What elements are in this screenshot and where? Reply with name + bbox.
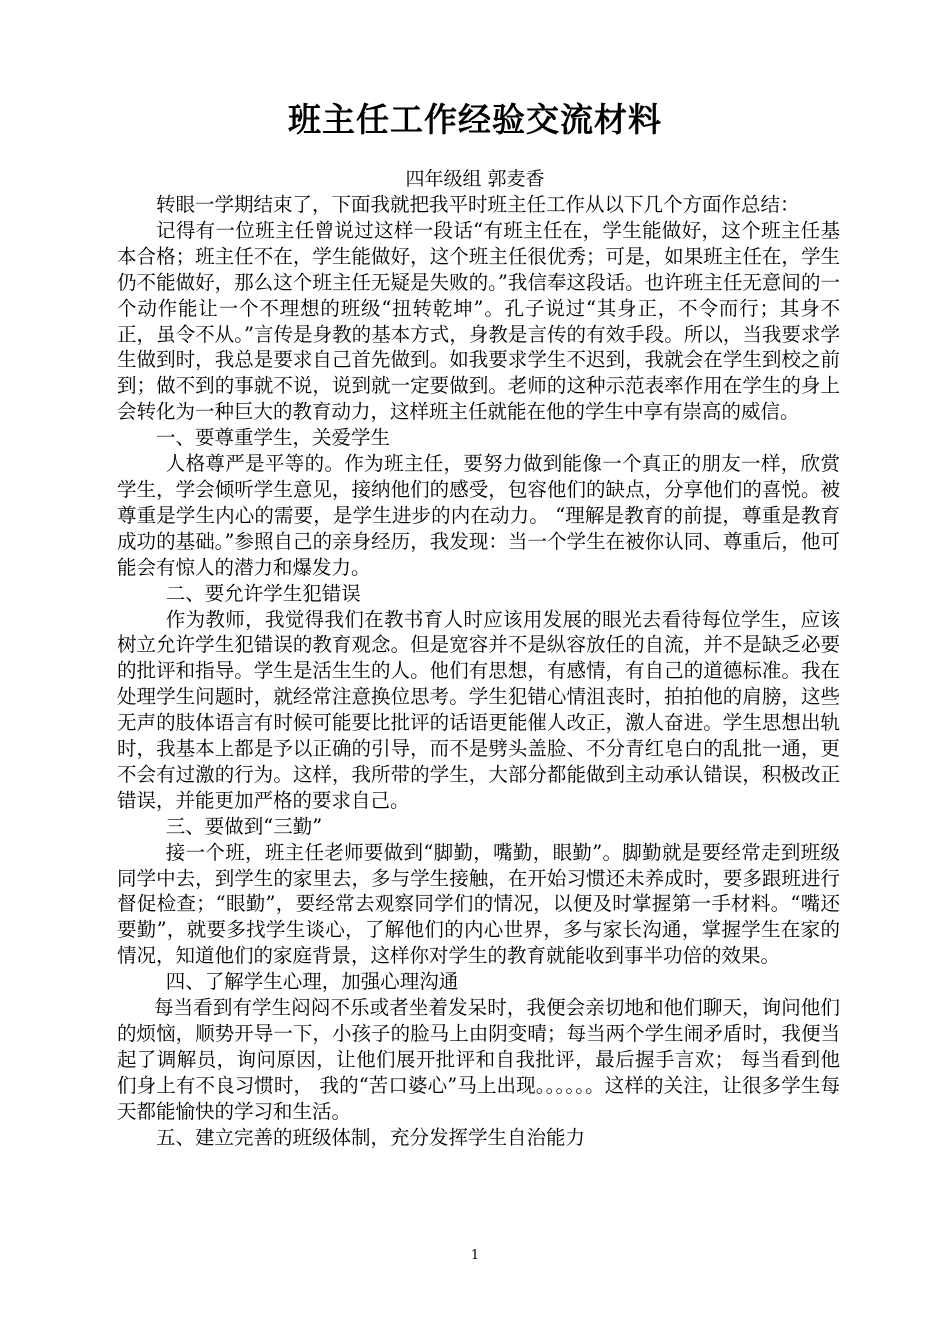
paragraph-three-diligences: 接一个班，班主任老师要做到“脚勤，嘴勤，眼勤”。脚勤就是要经常走到班级同学中去，到学生的家里去，多与学生接触，在开始习惯还未养成时，要多跟班进行督促检查；“眼勤”，要经常去观察同学们的情况，以便及时掌握第一手材料。“嘴还要勤”，就要多找学生谈心，了解他们的内心世界，多与家长沟通，掌握学生在家的情况，知道他们的家庭背景，这样你对学生的教育就能收到事半功倍的效果。 <box>117 840 840 968</box>
section-heading-5: 五、建立完善的班级体制，充分发挥学生自治能力 <box>156 1125 586 1149</box>
document-body <box>117 192 840 1151</box>
paragraph-psychology: 每当看到有学生闷闷不乐或者坐着发呆时，我便会亲切地和他们聊天，询问他们的烦恼，顺势开导一下，小孩子的脸马上由阴变晴；每当两个学生闹矛盾时，我便当起了调解员，询问原因，让他们展开批评和自我批评，最后握手言欢； 每当看到他们身上有不良习惯时， 我的“苦口婆心”马上出现。。。。。。这样的关注，让很多学生每天都能愉快的学习和生活。 <box>117 996 840 1123</box>
paragraph-intro: 转眼一学期结束了，下面我就把我平时班主任工作从以下几个方面作总结： <box>156 193 800 216</box>
paragraph-mistakes: 作为教师，我觉得我们在教书育人时应该用发展的眼光去看待每位学生，应该树立允许学生犯错误的教育观念。但是宽容并不是纵容放任的自流，并不是缺乏必要的批评和指导。学生是活生生的人。他们有思想，有感情，有自己的道德标准。我在处理学生问题时，就经常注意换位思考。学生犯错心情沮丧时，拍拍他的肩膀，这些无声的肢体语言有时候可能要比批评的话语更能催人改正，激人奋进。学生思想出轨时，我基本上都是予以正确的引导，而不是劈头盖脸、不分青红皂白的乱批一通，更不会有过激的行为。这样，我所带的学生，大部分都能做到主动承认错误，积极改正错误，并能更加严格的要求自己。 <box>117 607 840 812</box>
paragraph-role-model: 记得有一位班主任曾说过这样一段话“有班主任在，学生能做好，这个班主任基本合格；班主任不在，学生能做好，这个班主任很优秀；可是，如果班主任在，学生仍不能做好，那么这个班主任无疑是失败的。”我信奉这段话。也许班主任无意间的一个动作能让一个不理想的班级“扭转乾坤”。孔子说过“其身正，不令而行；其身不正，虽令不从。”言传是身教的基本方式，身教是言传的有效手段。所以，当我要求学生做到时，我总是要求自己首先做到。如我要求学生不迟到，我就会在学生到校之前到；做不到的事就不说，说到就一定要做到。老师的这种示范表率作用在学生的身上会转化为一种巨大的教育动力，这样班主任就能在他的学生中享有崇高的威信。 <box>117 218 840 424</box>
section-heading-2: 二、要允许学生犯错误 <box>165 581 361 605</box>
paragraph-respect: 人格尊严是平等的。作为班主任，要努力做到能像一个真正的朋友一样，欣赏学生，学会倾听学生意见，接纳他们的感受，包容他们的缺点，分享他们的喜悦。被尊重是学生内心的需要，是学生进步的内在动力。 “理解是教育的前提，尊重是教育成功的基础。”参照自己的亲身经历，我发现：当一个学生在被你认同、尊重后，他可能会有惊人的潜力和爆发力。 <box>117 452 840 579</box>
section-heading-1: 一、要尊重学生，关爱学生 <box>156 426 391 450</box>
page-number: 1 <box>470 1248 480 1263</box>
document-author: 四年级组 郭麦香 <box>405 168 545 190</box>
section-heading-3: 三、要做到“三勤” <box>165 814 323 838</box>
document-title: 班主任工作经验交流材料 <box>288 100 662 139</box>
section-heading-4: 四、了解学生心理，加强心理沟通 <box>165 970 459 994</box>
